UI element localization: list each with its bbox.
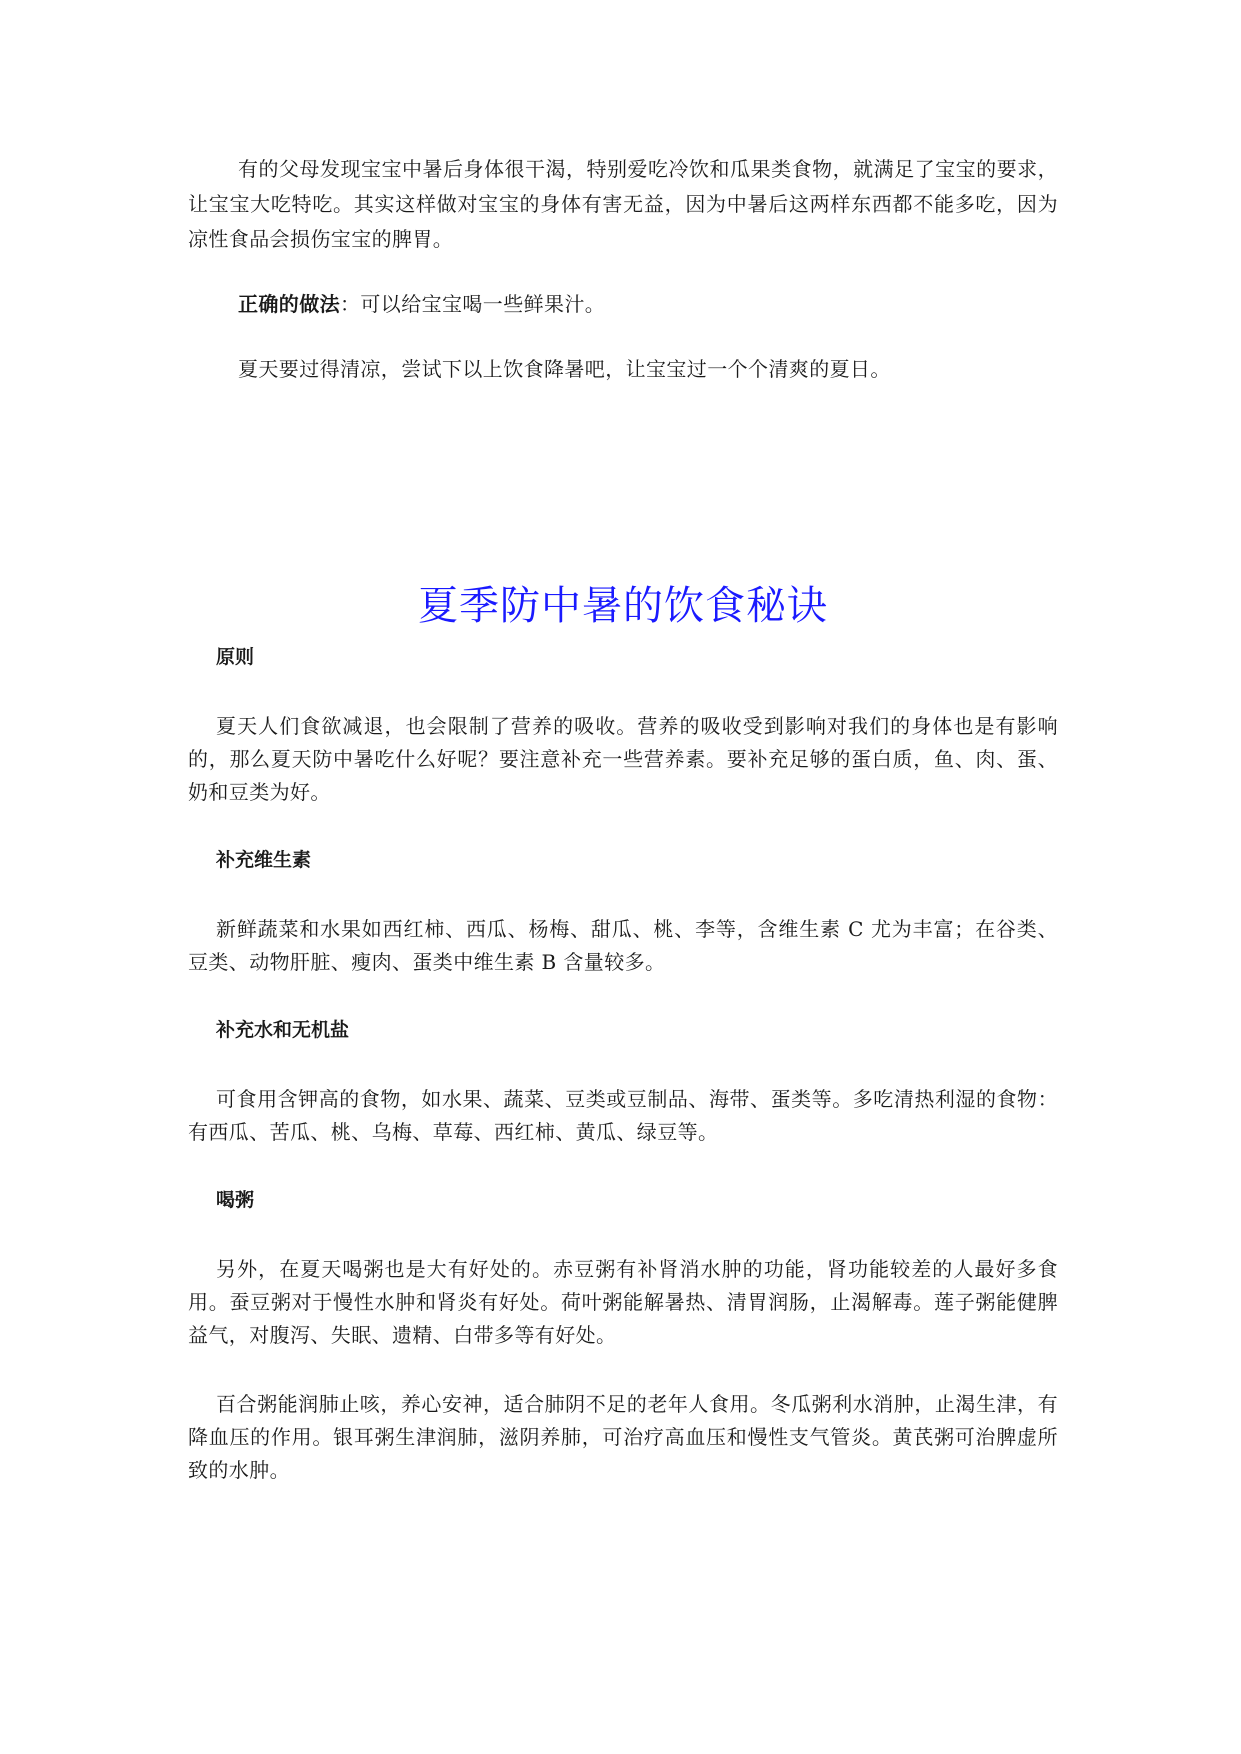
principle-paragraph: 夏天人们食欲减退，也会限制了营养的吸收。营养的吸收受到影响对我们的身体也是有影响的，那么夏天防中暑吃什么好呢？要注意补充一些营养素。要补充足够的蛋白质，鱼、肉、蛋、奶和豆类为好。 xyxy=(188,714,1058,804)
intro-paragraph-3: 夏天要过得清凉，尝试下以上饮食降暑吧，让宝宝过一个个清爽的夏日。 xyxy=(238,357,891,381)
porridge-paragraph-1: 另外，在夏天喝粥也是大有好处的。赤豆粥有补肾消水肿的功能，肾功能较差的人最好多食用。蚕豆粥对于慢性水肿和肾炎有好处。荷叶粥能解暑热、清胃润肠，止渴解毒。莲子粥能健脾益气，对腹泻、失眠、遗精、白带多等有好处。 xyxy=(188,1257,1058,1347)
article-title: 夏季防中暑的饮食秘诀 xyxy=(418,583,828,629)
correct-method-text: ：可以给宝宝喝一些鲜果汁。 xyxy=(340,292,606,316)
correct-method-label: 正确的做法 xyxy=(238,292,340,316)
porridge-paragraph-2: 百合粥能润肺止咳，养心安神，适合肺阴不足的老年人食用。冬瓜粥利水消肿，止渴生津，有降血压的作用。银耳粥生津润肺，滋阴养肺，可治疗高血压和慢性支气管炎。黄芪粥可治脾虚所致的水肿。 xyxy=(188,1392,1058,1482)
vitamins-paragraph: 新鲜蔬菜和水果如西红柿、西瓜、杨梅、甜瓜、桃、李等，含维生素 C 尤为丰富；在谷类、豆类、动物肝脏、瘦肉、蛋类中维生素 B 含量较多。 xyxy=(188,917,1058,974)
section-heading-water-salt: 补充水和无机盐 xyxy=(216,1019,350,1041)
document-page xyxy=(188,152,1058,1482)
intro-paragraph-1: 有的父母发现宝宝中暑后身体很干渴，特别爱吃冷饮和瓜果类食物，就满足了宝宝的要求，让宝宝大吃特吃。其实这样做对宝宝的身体有害无益，因为中暑后这两样东西都不能多吃，因为凉性食品会损伤宝宝的脾胃。 xyxy=(188,157,1058,251)
section-heading-principle: 原则 xyxy=(216,646,255,668)
section-heading-vitamins: 补充维生素 xyxy=(216,849,312,871)
water-salt-paragraph: 可食用含钾高的食物，如水果、蔬菜、豆类或豆制品、海带、蛋类等。多吃清热利湿的食物：有西瓜、苦瓜、桃、乌梅、草莓、西红柿、黄瓜、绿豆等。 xyxy=(188,1087,1058,1144)
section-heading-porridge: 喝粥 xyxy=(216,1189,255,1211)
article-body xyxy=(188,642,1058,1487)
intro-paragraph-2 xyxy=(188,287,1058,322)
